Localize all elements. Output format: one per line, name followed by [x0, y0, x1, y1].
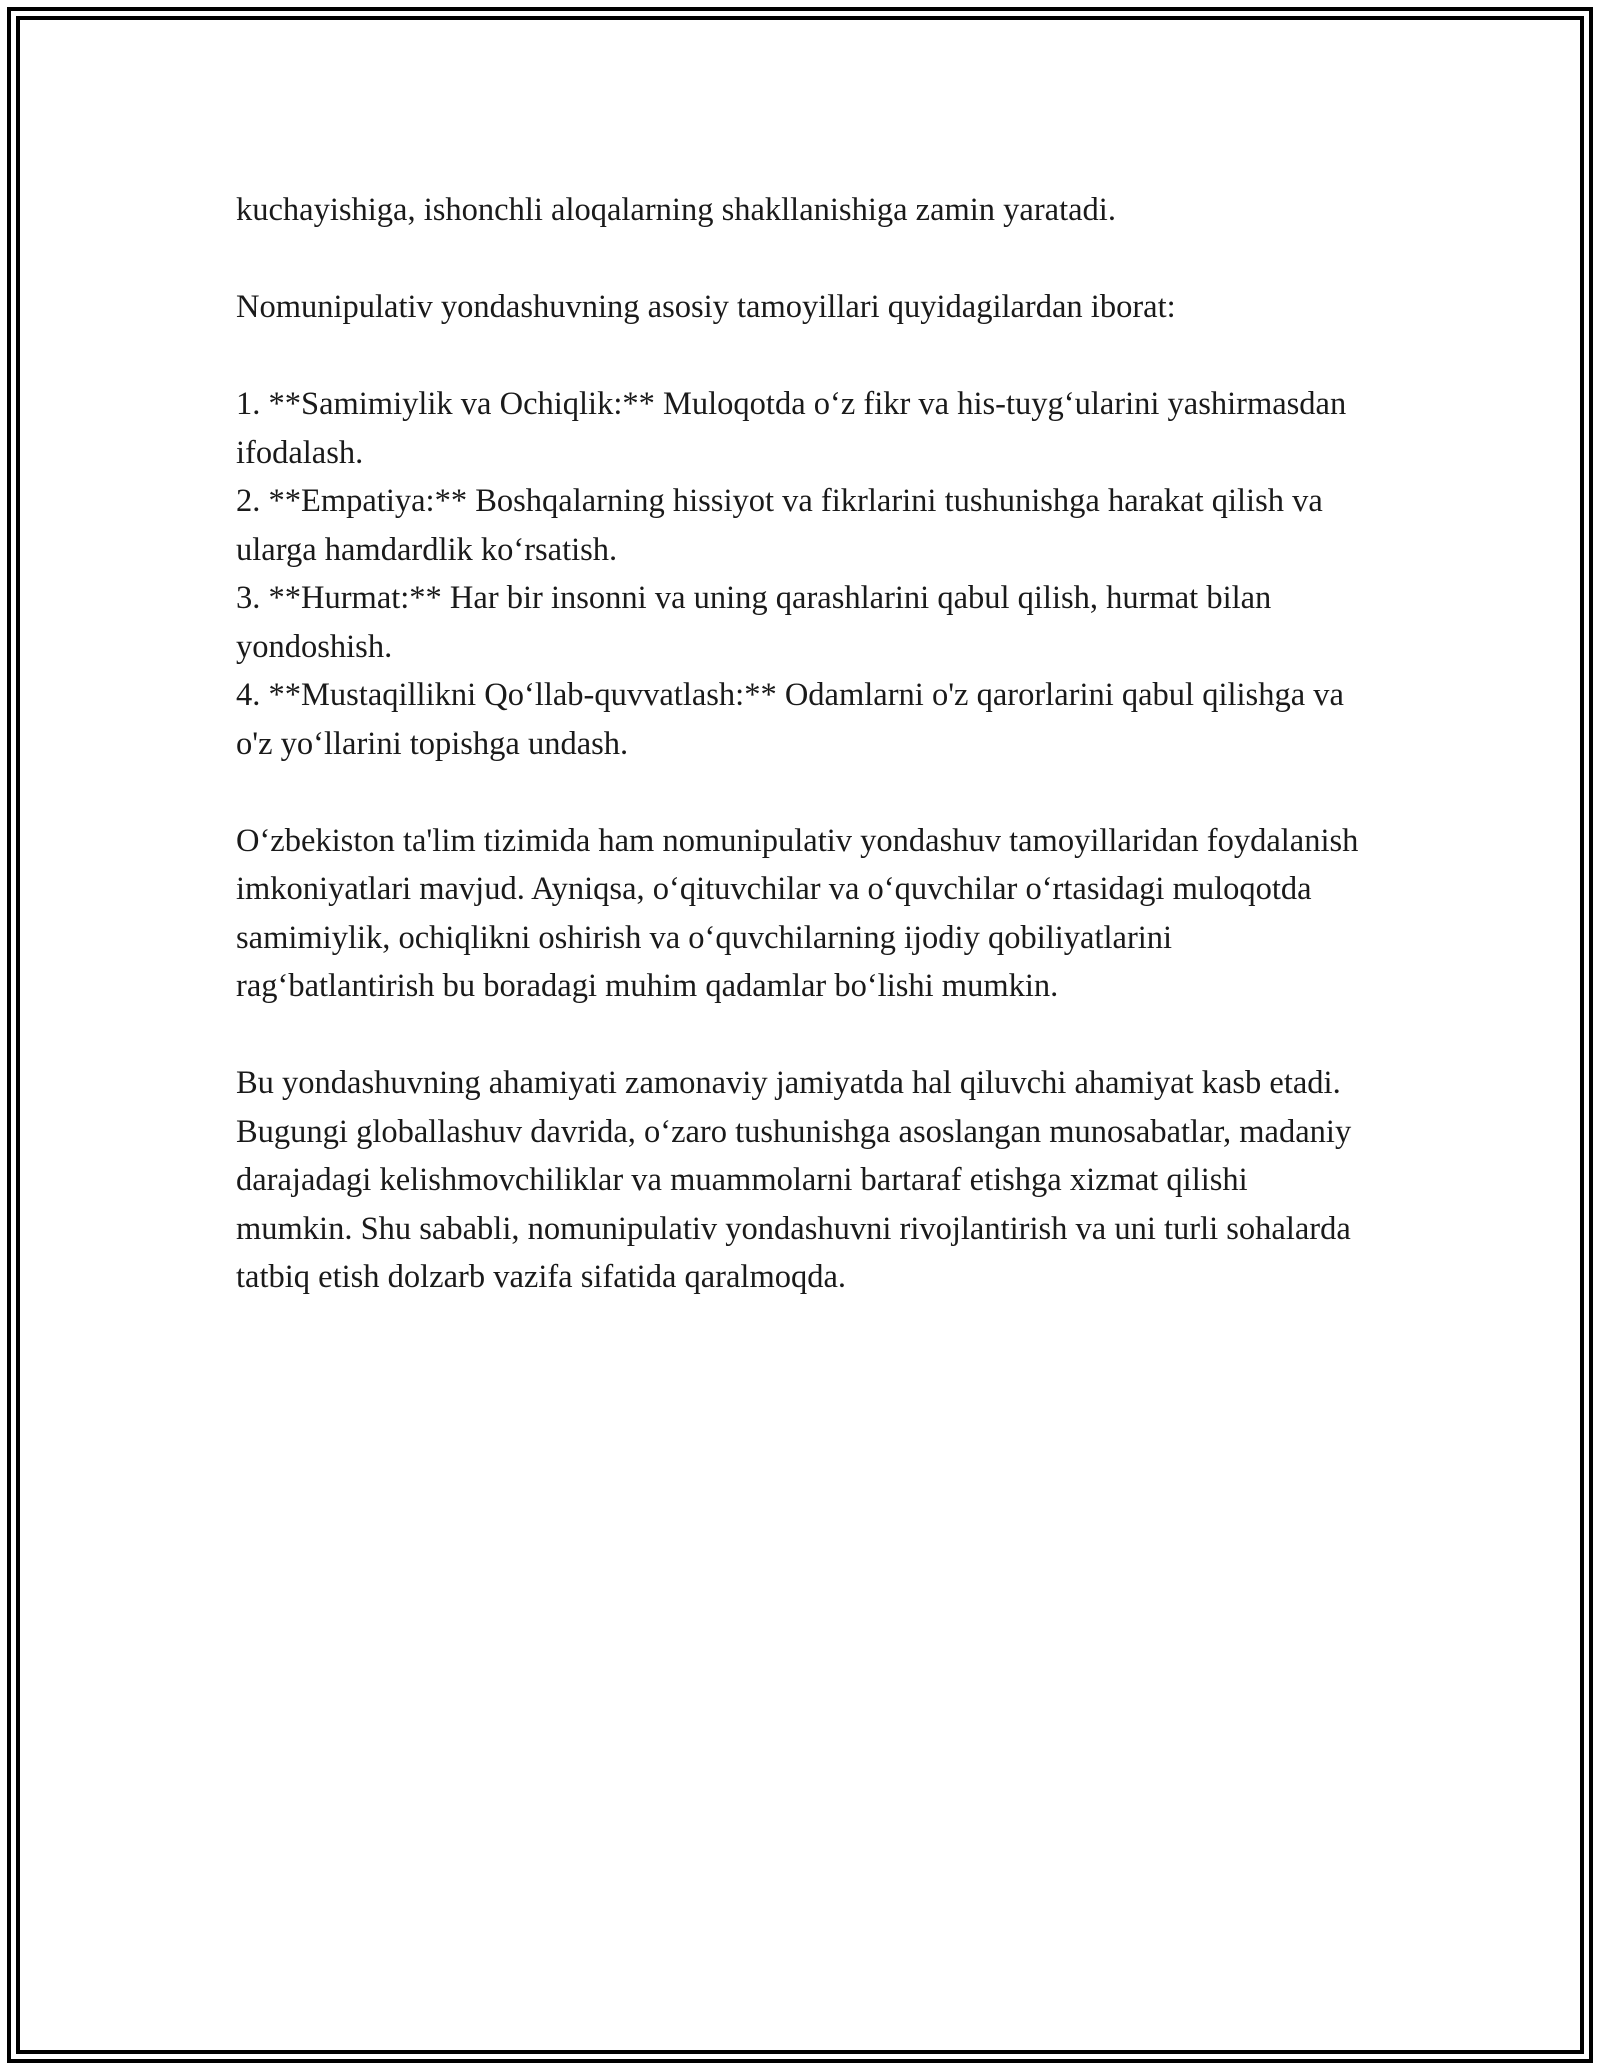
paragraph-gap	[236, 768, 1366, 817]
paragraph-continuation: kuchayishiga, ishonchli aloqalarning shakllanishiga zamin yaratadi.	[236, 192, 1116, 228]
paragraph-gap	[236, 235, 1366, 284]
paragraph-significance: Bu yondashuvning ahamiyati zamonaviy jamiyatda hal qiluvchi ahamiyat kasb etadi. Bugungi globallashuv davrida, o‘zaro tushunishga asoslangan munosabatlar, madaniy darajadagi kelishmovchiliklar va muammolarni bartaraf etishga xizmat qilishi mumkin. Shu sababli, nomunipulativ yondashuvni rivojlantirish va uni turli sohalarda tatbiq etish dolzarb vazifa sifatida qaralmoqda.	[236, 1065, 1352, 1295]
paragraph-gap	[236, 1011, 1366, 1060]
paragraph-gap	[236, 332, 1366, 381]
list-item-respect: 3. **Hurmat:** Har bir insonni va uning qarashlarini qabul qilish, hurmat bilan yondoshish.	[236, 580, 1272, 665]
list-item-empathy: 2. **Empatiya:** Boshqalarning hissiyot va fikrlarini tushunishga harakat qilish va ularga hamdardlik ko‘rsatish.	[236, 483, 1323, 568]
paragraph-education-system: O‘zbekiston ta'lim tizimida ham nomunipulativ yondashuv tamoyillaridan foydalanish imkoniyatlari mavjud. Ayniqsa, o‘qituvchilar va o‘quvchilar o‘rtasidagi muloqotda samimiylik, ochiqlikni oshirish va o‘quvchilarning ijodiy qobiliyatlarini rag‘batlantirish bu boradagi muhim qadamlar bo‘lishi mumkin.	[236, 822, 1359, 1004]
paragraph-principles-intro: Nomunipulativ yondashuvning asosiy tamoyillari quyidagilardan iborat:	[236, 289, 1176, 325]
list-item-independence: 4. **Mustaqillikni Qo‘llab-quvvatlash:** Odamlarni o'z qarorlarini qabul qilishga va o'z yo‘llarini topishga undash.	[236, 677, 1344, 762]
principles-list	[236, 380, 1366, 768]
document-body	[236, 186, 1366, 1302]
list-item-sincerity: 1. **Samimiylik va Ochiqlik:** Muloqotda o‘z fikr va his-tuyg‘ularini yashirmasdan ifodalash.	[236, 386, 1347, 471]
